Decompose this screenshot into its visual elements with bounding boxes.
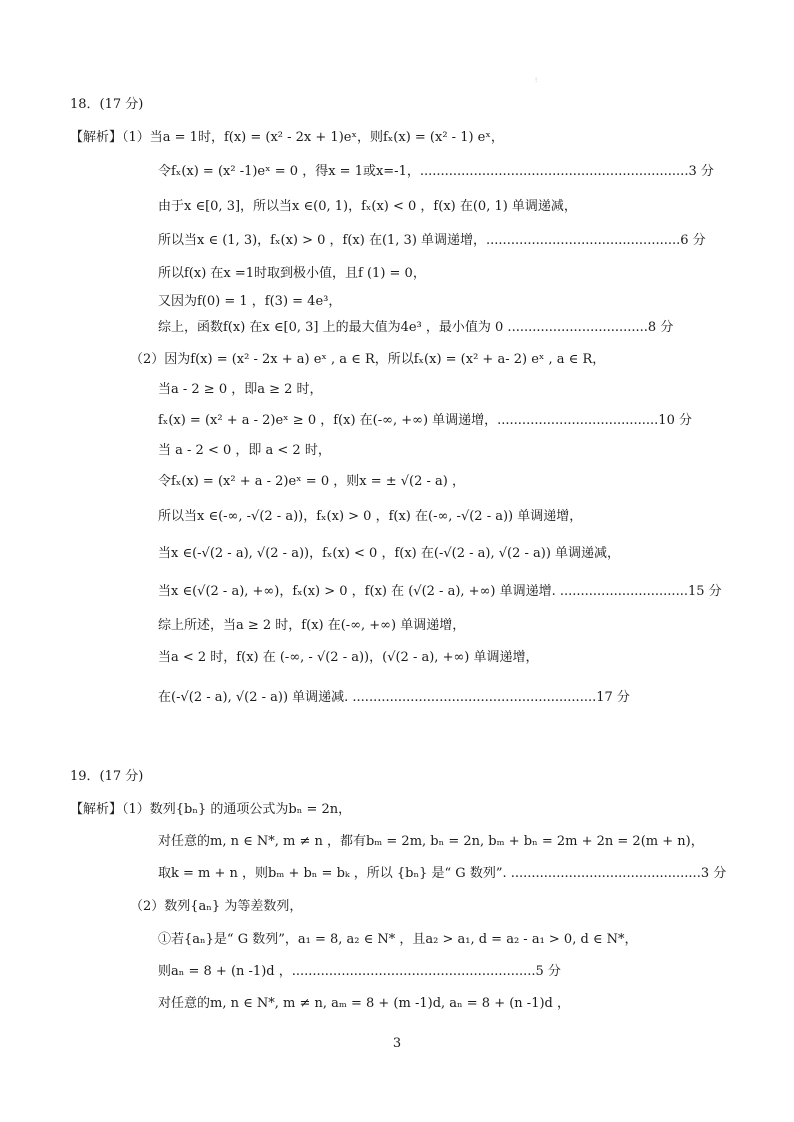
q19-line: 【解析】（1）数列{bₙ} 的通项公式为bₙ = 2n， [70, 802, 352, 817]
q18-line: 综上，函数f(x) 在x ∈[0, 3] 上的最大值为4e³ ，最小值为 0 ..................................8 分 [158, 320, 674, 335]
q18-line: 在(-√(2 - a), √(2 - a)) 单调递减. ...........................................................17 分 [158, 690, 630, 705]
q18-line: 又因为f(0) = 1 ，f(3) = 4e³， [158, 294, 342, 309]
page-number: 3 [392, 1036, 402, 1051]
q18-line: 当a - 2 ≥ 0 ，即a ≥ 2 时， [158, 382, 323, 397]
q18-line: 令fₓ(x) = (x² -1)eˣ = 0 ，得x = 1或x=-1，.................................................................3 分 [158, 164, 714, 179]
q18-line: 令fₓ(x) = (x² + a - 2)eˣ = 0 ，则x = ± √(2 - a) ， [158, 474, 465, 489]
q19-line: 取k = m + n ，则bₘ + bₙ = bₖ ，所以 {bₙ} 是“ G 数列”. ..............................................3 分 [158, 866, 727, 881]
q19-line: （2）数列{aₙ} 为等差数列， [130, 899, 303, 914]
q19-header: 19．(17 分) [70, 769, 144, 784]
q18-line: 当x ∈(√(2 - a), +∞)，fₓ(x) > 0 ，f(x) 在 (√(2 - a), +∞) 单调递增. ...............................15 分 [158, 584, 722, 599]
q18-line: 当 a - 2 < 0 ，即 a < 2 时， [158, 443, 331, 458]
q18-line: 由于x ∈[0, 3]，所以当x ∈(0, 1)，fₓ(x) < 0 ，f(x) 在(0, 1) 单调递减， [158, 199, 577, 214]
q18-line: 当a < 2 时，f(x) 在 (-∞, - √(2 - a))，(√(2 - a), +∞) 单调递增， [158, 650, 539, 665]
q19-line: 则aₙ = 8 + (n -1)d ，...........................................................5 分 [158, 964, 561, 979]
q18-line: 所以当x ∈ (1, 3)，fₓ(x) > 0 ，f(x) 在(1, 3) 单调递增，...............................................6 分 [158, 233, 706, 248]
q18-line: （2）因为f(x) = (x² - 2x + a) eˣ , a ∈ R，所以fₓ(x) = (x² + a- 2) eˣ , a ∈ R， [130, 352, 606, 367]
q18-line: 所以当x ∈(-∞, -√(2 - a))，fₓ(x) > 0 ，f(x) 在(-∞, -√(2 - a)) 单调递增， [158, 509, 583, 524]
q19-line: ①若{aₙ}是“ G 数列”，a₁ = 8, a₂ ∈ N* ，且a₂ > a₁, d = a₂ - a₁ > 0, d ∈ N*， [158, 932, 638, 947]
q18-line: 所以f(x) 在x =1时取到极小值，且f (1) = 0， [158, 266, 426, 281]
corner-mark: ⁝ [535, 76, 538, 84]
q18-header: 18．(17 分) [70, 97, 144, 112]
q18-line: 综上所述，当a ≥ 2 时，f(x) 在(-∞, +∞) 单调递增， [158, 618, 466, 633]
q19-line: 对任意的m, n ∈ N*, m ≠ n ，都有bₘ = 2m, bₙ = 2n, bₘ + bₙ = 2m + 2n = 2(m + n)， [158, 834, 704, 849]
q18-line: 【解析】（1）当a = 1时，f(x) = (x² - 2x + 1)eˣ，则fₓ(x) = (x² - 1) eˣ， [70, 130, 504, 145]
q19-line: 对任意的m, n ∈ N*, m ≠ n, aₘ = 8 + (m -1)d, aₙ = 8 + (n -1)d ， [158, 996, 571, 1011]
q18-line: 当x ∈(-√(2 - a), √(2 - a))，fₓ(x) < 0 ，f(x) 在(-√(2 - a), √(2 - a)) 单调递减， [158, 546, 621, 561]
q18-line: fₓ(x) = (x² + a - 2)eˣ ≥ 0 ，f(x) 在(-∞, +∞) 单调递增，.......................................10 分 [158, 413, 692, 428]
